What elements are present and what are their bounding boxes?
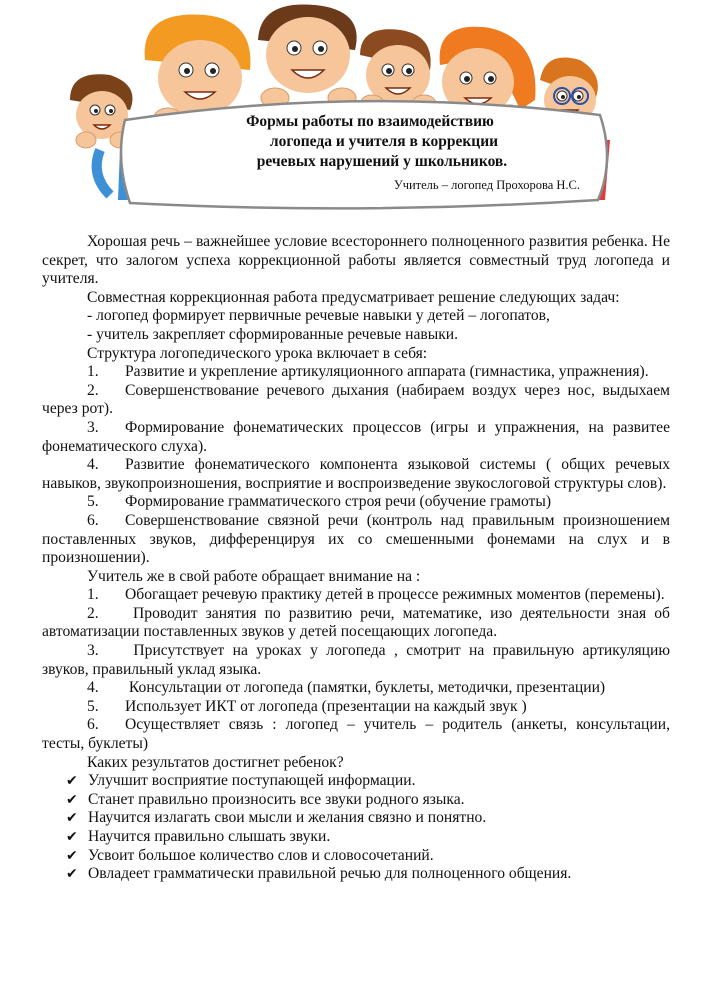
list-item: ✔ Научится излагать свои мысли и желания связно и понятно. [66,809,487,827]
structure-item: 2. Совершенствование речевого дыхания (набираем воздух через нос, выдыхаем через рот). [42,381,670,418]
structure-item: 1. Развитие и укрепление артикуляционного аппарата (гимнастика, упражнения). [87,363,649,381]
checkmark-icon: ✔ [66,810,78,827]
kid-face [158,40,242,116]
teacher-heading: Учитель же в свой работе обращает внимание на : [87,567,421,585]
checkmark-icon: ✔ [66,866,78,883]
structure-list [42,363,670,568]
checkmark-icon: ✔ [66,773,78,790]
results-list [42,772,670,884]
results-heading: Каких результатов достигнет ребенок? [87,753,344,771]
teacher-item: 4. Консультации от логопеда (памятки, буклеты, методички, презентации) [87,679,606,697]
checkmark-icon: ✔ [66,791,78,808]
joint-work-paragraph: Совместная коррекционная работа предусматривает решение следующих задач: [87,288,620,306]
teacher-item: 2. Проводит занятия по развитию речи, математике, изо деятельности зная об автоматизации поставленных звуков у детей посещающих логопеда. [42,604,670,641]
teacher-item: 6. Осуществляет связь : логопед – учитель – родитель (анкеты, консультации, тесты, буклеты) [42,716,670,753]
title-line-2: логопеда и учителя в коррекции [269,133,499,150]
list-item: ✔ Улучшит восприятие поступающей информации. [66,772,416,790]
page-title [160,112,580,172]
checkmark-icon: ✔ [66,847,78,864]
task-item: - логопед формирует первичные речевые навыки у детей – логопатов, [87,307,550,325]
header-banner [0,0,712,228]
document-body [42,233,670,884]
kid-face [266,17,350,93]
list-item: ✔ Овладеет грамматически правильной речью для полноценного общения. [66,865,572,883]
title-line-3: речевых нарушений у школьников. [256,153,508,170]
list-item: ✔ Станет правильно произносить все звуки родного языка. [66,790,465,808]
structure-item: 6. Совершенствование связной речи (контроль над правильным произношением поставленных звуков, дифференцируя их со смешенными фонемами на слух и в произношении). [42,511,670,567]
teacher-item: 1. Обогащает речевую практику детей в процессе режимных моментов (перемены). [87,586,665,604]
structure-heading: Структура логопедического урока включает в себя: [87,344,428,362]
checkmark-icon: ✔ [66,829,78,845]
list-item: ✔ Усвоит большое количество слов и словосочетаний. [66,846,434,864]
teacher-list [42,586,670,753]
author-line: Учитель – логопед Прохорова Н.С. [393,178,580,192]
structure-item: 4. Развитие фонематического компонента языковой системы ( общих речевых навыков, звукопроизношения, восприятие и воспроизведение звукослоговой структуры слов). [42,456,670,492]
teacher-item: 3. Присутствует на уроках у логопеда , смотрит на правильную артикуляцию звуков, правильный уклад языка. [42,642,670,678]
intro-paragraph: Хорошая речь – важнейшее условие всестороннего полноценного развития ребенка. Не секрет, что залогом успеха коррекционной работы является совместный труд логопеда и учителя. [42,233,670,288]
task-item: - учитель закрепляет сформированные речевые навыки. [87,325,459,343]
structure-item: 3. Формирование фонематических процессов (игры и упражнения, на развитее фонематического слуха). [42,418,670,455]
teacher-item: 5. Использует ИКТ от логопеда (презентации на каждый звук ) [87,697,527,715]
structure-item: 5. Формирование грамматического строя речи (обучение грамоты) [87,493,552,511]
title-line-1: Формы работы по взаимодействию [246,113,494,130]
list-item: ✔ Научится правильно слышать звуки. [66,828,331,845]
